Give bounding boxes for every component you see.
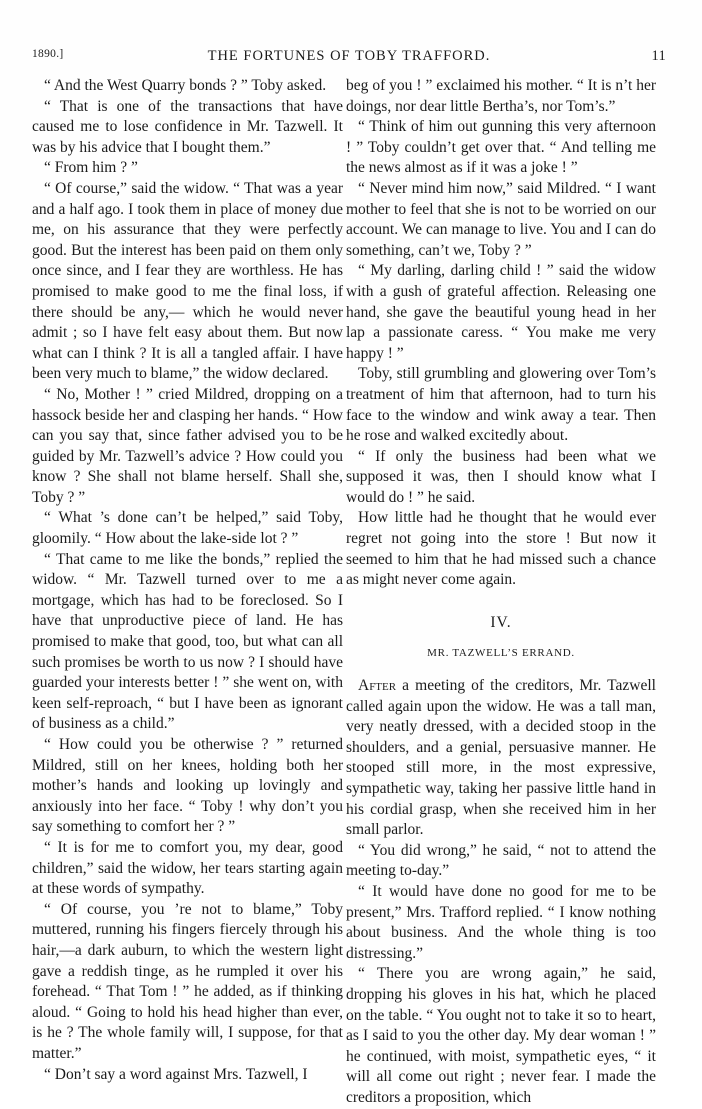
left-column: [32, 76, 343, 1085]
paragraph: How little had he thought that he would ever regret not going into the store ! But now it seemed to him that he had missed such a chance as might never come again.: [346, 509, 656, 589]
paragraph: “ If only the business had been what we supposed it was, then I should know what I would do ! ” he said.: [346, 447, 656, 506]
running-header: [32, 48, 666, 70]
paragraph: “ What ’s done can’t be helped,” said Toby, gloomily. “ How about the lake-side lot ? ”: [32, 509, 343, 548]
paragraph: “ Never mind him now,” said Mildred. “ I want mother to feel that she is not to be worried on our account. We can manage to live. You and I can do something, can’t we, Toby ? ”: [346, 179, 656, 259]
paragraph: “ And the West Quarry bonds ? ” Toby asked.: [44, 77, 327, 94]
paragraph: “ There you are wrong again,” he said, dropping his gloves in his hat, which he placed on the table. “ You ought not to take it so to heart, as I said to you the other day. My dear woman ! ” he continued, with moist, sympathetic eyes, “ it will all come out right ; never fear. I made the creditors a proposition, which: [346, 965, 656, 1106]
paragraph: “ Of course,” said the widow. “ That was a year and a half ago. I took them in place of money due me, on his assurance that they were perfectly good. But the interest has been paid on them only once since, and I fear they are worthless. He has promised to make good to me the final loss, if there should be any,— which he would never admit ; so I have felt easy about them. But now what can I think ? It is all a tangled affair. I have been very much to blame,” the widow declared.: [32, 179, 343, 383]
section-number: IV.: [490, 613, 512, 631]
right-column: [346, 76, 656, 1109]
paragraph: “ That came to me like the bonds,” replied the widow. “ Mr. Tazwell turned over to me a mortgage, which has had to be foreclosed. So I have that unproductive piece of land. He has promised to make that good, too, but what can all such promises be worth to us now ? I should have guarded your interests better ! ” she went on, with keen self-reproach, “ but I have been as ignorant of business as a child.”: [32, 550, 343, 733]
lead-rest: a meeting of the creditors, Mr. Tazwell called again upon the widow. He was a tall man, very neatly dressed, with a decided stoop in the shoulders, and a genial, persuasive manner. He stooped still more, in the most expressive, sympathetic way, taking her passive little hand in his cordial grasp, when she received him in her small parlor.: [346, 677, 656, 839]
page-number: 11: [651, 48, 666, 64]
paragraph: “ It is for me to comfort you, my dear, good children,” said the widow, her tears starting again at these words of sympathy.: [32, 838, 343, 898]
paragraph: “ No, Mother ! ” cried Mildred, dropping on a hassock beside her and clasping her hands. “ How can you say that, since father advised you to be guided by Mr. Tazwell’s advice ? How could you know ? She shall not blame herself. Shall she, Toby ? ”: [32, 385, 343, 506]
paragraph: “ Don’t say a word against Mrs. Tazwell, I: [44, 1065, 308, 1083]
section-title: MR. TAZWELL’S ERRAND.: [427, 647, 575, 660]
paragraph: “ How could you be otherwise ? ” returned Mildred, still on her knees, holding both her mother’s hands and looking up lovingly and anxiously into her face. “ Toby ! why don’t you say something to comfort her ? ”: [32, 736, 343, 836]
header-title: THE FORTUNES OF TOBY TRAFFORD.: [207, 48, 491, 64]
paragraph: “ It would have done no good for me to be present,” Mrs. Trafford replied. “ I know nothing about business. And the whole thing is too distressing.”: [346, 882, 656, 962]
lead-word: After: [358, 677, 397, 695]
paragraph: “ Think of him out gunning this very afternoon ! ” Toby couldn’t get over that. “ And telling me the news almost as if it was a joke ! ”: [346, 118, 656, 177]
paragraph: “ You did wrong,” he said, “ not to attend the meeting to-day.”: [346, 841, 656, 880]
paragraph: “ My darling, darling child ! ” said the widow with a gush of grateful affection. Releasing one hand, she gave the beautiful young head in her lap a passionate caress. “ You make me very happy ! ”: [346, 262, 656, 362]
paragraph: Toby, still grumbling and glowering over Tom’s treatment of him that afternoon, had to turn his face to the window and wink away a tear. Then he rose and walked excitedly about.: [346, 365, 656, 445]
paragraph: “ That is one of the transactions that have caused me to lose confidence in Mr. Tazwell. It was by his advice that I bought them.”: [32, 97, 343, 156]
paragraph: “ From him ? ”: [44, 159, 138, 177]
paragraph-continued: beg of you ! ” exclaimed his mother. “ It is n’t her doings, nor dear little Bertha’s, nor Tom’s.”: [346, 77, 656, 115]
header-date: 1890.]: [32, 48, 64, 60]
paragraph: “ Of course, you ’re not to blame,” Toby muttered, running his fingers fiercely through his hair,—a dark auburn, to which the western light gave a reddish tinge, as he rumpled it over his forehead. “ That Tom ! ” he added, as if thinking aloud. “ Going to hold his head higher than ever, is he ? The whole family will, I suppose, for that matter.”: [32, 900, 343, 1062]
section-first-paragraph: [346, 676, 656, 841]
